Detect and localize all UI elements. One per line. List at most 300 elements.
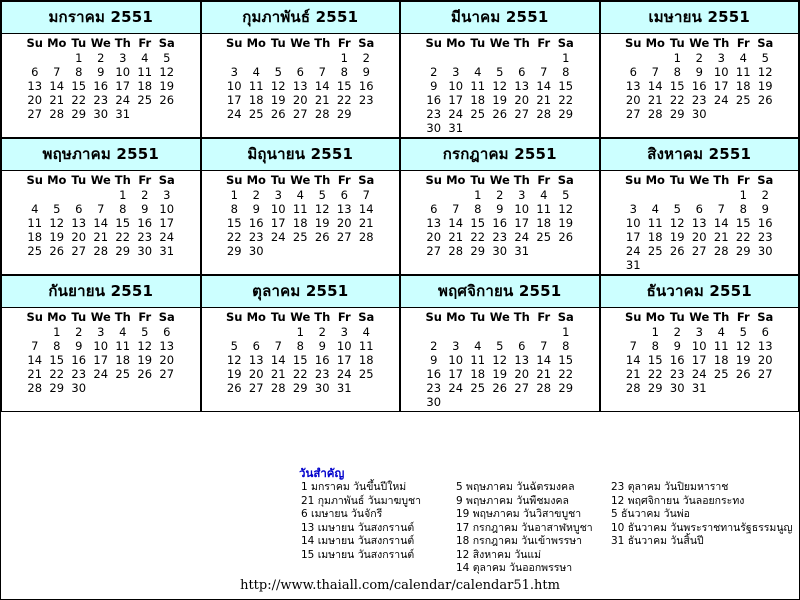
- day-cell[interactable]: 24: [514, 230, 530, 244]
- day-cell[interactable]: 17: [270, 216, 286, 230]
- day-cell[interactable]: 17: [336, 353, 352, 367]
- day-cell[interactable]: 1: [340, 51, 348, 65]
- day-cell[interactable]: 7: [540, 65, 548, 79]
- day-cell[interactable]: 25: [27, 244, 43, 258]
- day-cell[interactable]: 28: [713, 244, 729, 258]
- day-cell[interactable]: 20: [757, 353, 773, 367]
- day-cell[interactable]: 30: [492, 244, 508, 258]
- day-cell[interactable]: 4: [252, 65, 260, 79]
- day-cell[interactable]: 29: [336, 107, 352, 121]
- day-cell[interactable]: 18: [735, 79, 751, 93]
- day-cell[interactable]: 31: [115, 107, 131, 121]
- day-cell[interactable]: 9: [141, 202, 149, 216]
- day-cell[interactable]: 13: [71, 216, 87, 230]
- day-cell[interactable]: 12: [735, 339, 751, 353]
- day-cell[interactable]: 24: [93, 367, 109, 381]
- day-cell[interactable]: 27: [71, 244, 87, 258]
- day-cell[interactable]: 5: [274, 65, 282, 79]
- day-cell[interactable]: 8: [562, 65, 570, 79]
- day-cell[interactable]: 7: [540, 339, 548, 353]
- day-cell[interactable]: 18: [470, 93, 486, 107]
- day-cell[interactable]: 2: [761, 188, 769, 202]
- day-cell[interactable]: 5: [141, 325, 149, 339]
- day-cell[interactable]: 2: [673, 325, 681, 339]
- day-cell[interactable]: 8: [119, 202, 127, 216]
- day-cell[interactable]: 18: [358, 353, 374, 367]
- day-cell[interactable]: 11: [27, 216, 43, 230]
- day-cell[interactable]: 19: [137, 353, 153, 367]
- day-cell[interactable]: 15: [735, 216, 751, 230]
- day-cell[interactable]: 1: [739, 188, 747, 202]
- day-cell[interactable]: 30: [137, 244, 153, 258]
- day-cell[interactable]: 22: [470, 230, 486, 244]
- day-cell[interactable]: 8: [673, 65, 681, 79]
- day-cell[interactable]: 23: [358, 93, 374, 107]
- day-cell[interactable]: 19: [669, 230, 685, 244]
- day-cell[interactable]: 5: [496, 65, 504, 79]
- day-cell[interactable]: 4: [717, 325, 725, 339]
- day-cell[interactable]: 6: [163, 325, 171, 339]
- day-cell[interactable]: 20: [71, 230, 87, 244]
- day-cell[interactable]: 31: [336, 381, 352, 395]
- day-cell[interactable]: 18: [647, 230, 663, 244]
- day-cell[interactable]: 22: [71, 93, 87, 107]
- day-cell[interactable]: 8: [739, 202, 747, 216]
- day-cell[interactable]: 27: [426, 244, 442, 258]
- day-cell[interactable]: 9: [252, 202, 260, 216]
- day-cell[interactable]: 6: [430, 202, 438, 216]
- day-cell[interactable]: 7: [651, 65, 659, 79]
- day-cell[interactable]: 22: [669, 93, 685, 107]
- day-cell[interactable]: 29: [71, 107, 87, 121]
- day-cell[interactable]: 26: [558, 230, 574, 244]
- day-cell[interactable]: 7: [274, 339, 282, 353]
- day-cell[interactable]: 11: [647, 216, 663, 230]
- day-cell[interactable]: 10: [226, 79, 242, 93]
- day-cell[interactable]: 16: [248, 216, 264, 230]
- day-cell[interactable]: 17: [691, 353, 707, 367]
- day-cell[interactable]: 31: [625, 258, 641, 272]
- day-cell[interactable]: 23: [757, 230, 773, 244]
- day-cell[interactable]: 25: [735, 93, 751, 107]
- day-cell[interactable]: 20: [336, 216, 352, 230]
- day-cell[interactable]: 19: [49, 230, 65, 244]
- day-cell[interactable]: 28: [536, 381, 552, 395]
- day-cell[interactable]: 27: [292, 107, 308, 121]
- day-cell[interactable]: 10: [514, 202, 530, 216]
- day-cell[interactable]: 20: [159, 353, 175, 367]
- day-cell[interactable]: 15: [336, 79, 352, 93]
- day-cell[interactable]: 24: [625, 244, 641, 258]
- day-cell[interactable]: 10: [448, 353, 464, 367]
- day-cell[interactable]: 7: [53, 65, 61, 79]
- day-cell[interactable]: 23: [314, 367, 330, 381]
- day-cell[interactable]: 6: [296, 65, 304, 79]
- day-cell[interactable]: 29: [735, 244, 751, 258]
- day-cell[interactable]: 23: [93, 93, 109, 107]
- day-cell[interactable]: 27: [514, 107, 530, 121]
- day-cell[interactable]: 19: [226, 367, 242, 381]
- day-cell[interactable]: 6: [518, 339, 526, 353]
- day-cell[interactable]: 11: [137, 65, 153, 79]
- day-cell[interactable]: 2: [141, 188, 149, 202]
- day-cell[interactable]: 20: [248, 367, 264, 381]
- day-cell[interactable]: 5: [230, 339, 238, 353]
- day-cell[interactable]: 2: [496, 188, 504, 202]
- day-cell[interactable]: 19: [492, 93, 508, 107]
- day-cell[interactable]: 17: [115, 79, 131, 93]
- day-cell[interactable]: 10: [713, 65, 729, 79]
- day-cell[interactable]: 26: [735, 367, 751, 381]
- day-cell[interactable]: 14: [270, 353, 286, 367]
- day-cell[interactable]: 23: [691, 93, 707, 107]
- day-cell[interactable]: 4: [651, 202, 659, 216]
- day-cell[interactable]: 3: [274, 188, 282, 202]
- day-cell[interactable]: 12: [49, 216, 65, 230]
- day-cell[interactable]: 13: [514, 353, 530, 367]
- day-cell[interactable]: 17: [448, 367, 464, 381]
- day-cell[interactable]: 10: [270, 202, 286, 216]
- day-cell[interactable]: 20: [691, 230, 707, 244]
- day-cell[interactable]: 11: [470, 353, 486, 367]
- day-cell[interactable]: 15: [115, 216, 131, 230]
- day-cell[interactable]: 4: [739, 51, 747, 65]
- day-cell[interactable]: 12: [314, 202, 330, 216]
- day-cell[interactable]: 14: [647, 79, 663, 93]
- day-cell[interactable]: 18: [27, 230, 43, 244]
- day-cell[interactable]: 29: [49, 381, 65, 395]
- day-cell[interactable]: 2: [430, 65, 438, 79]
- day-cell[interactable]: 1: [230, 188, 238, 202]
- day-cell[interactable]: 31: [691, 381, 707, 395]
- day-cell[interactable]: 17: [514, 216, 530, 230]
- day-cell[interactable]: 7: [31, 339, 39, 353]
- day-cell[interactable]: 2: [75, 325, 83, 339]
- day-cell[interactable]: 23: [669, 367, 685, 381]
- day-cell[interactable]: 23: [248, 230, 264, 244]
- day-cell[interactable]: 6: [695, 202, 703, 216]
- day-cell[interactable]: 24: [270, 230, 286, 244]
- day-cell[interactable]: 16: [669, 353, 685, 367]
- day-cell[interactable]: 12: [159, 65, 175, 79]
- day-cell[interactable]: 18: [713, 353, 729, 367]
- day-cell[interactable]: 14: [314, 79, 330, 93]
- day-cell[interactable]: 28: [536, 107, 552, 121]
- day-cell[interactable]: 30: [757, 244, 773, 258]
- day-cell[interactable]: 8: [53, 339, 61, 353]
- footer-url[interactable]: http://www.thaiall.com/calendar/calendar51.htm: [240, 578, 560, 593]
- day-cell[interactable]: 5: [496, 339, 504, 353]
- day-cell[interactable]: 5: [163, 51, 171, 65]
- day-cell[interactable]: 13: [27, 79, 43, 93]
- day-cell[interactable]: 30: [691, 107, 707, 121]
- day-cell[interactable]: 1: [562, 51, 570, 65]
- day-cell[interactable]: 16: [93, 79, 109, 93]
- day-cell[interactable]: 13: [514, 79, 530, 93]
- day-cell[interactable]: 18: [536, 216, 552, 230]
- day-cell[interactable]: 6: [31, 65, 39, 79]
- day-cell[interactable]: 4: [474, 65, 482, 79]
- day-cell[interactable]: 16: [757, 216, 773, 230]
- day-cell[interactable]: 29: [115, 244, 131, 258]
- day-cell[interactable]: 24: [448, 107, 464, 121]
- day-cell[interactable]: 20: [426, 230, 442, 244]
- day-cell[interactable]: 18: [137, 79, 153, 93]
- day-cell[interactable]: 21: [448, 230, 464, 244]
- day-cell[interactable]: 26: [226, 381, 242, 395]
- day-cell[interactable]: 29: [669, 107, 685, 121]
- day-cell[interactable]: 16: [426, 93, 442, 107]
- day-cell[interactable]: 6: [518, 65, 526, 79]
- day-cell[interactable]: 11: [358, 339, 374, 353]
- day-cell[interactable]: 1: [474, 188, 482, 202]
- day-cell[interactable]: 21: [314, 93, 330, 107]
- day-cell[interactable]: 26: [757, 93, 773, 107]
- day-cell[interactable]: 10: [448, 79, 464, 93]
- day-cell[interactable]: 29: [470, 244, 486, 258]
- day-cell[interactable]: 25: [358, 367, 374, 381]
- day-cell[interactable]: 29: [226, 244, 242, 258]
- day-cell[interactable]: 26: [314, 230, 330, 244]
- day-cell[interactable]: 6: [761, 325, 769, 339]
- day-cell[interactable]: 22: [735, 230, 751, 244]
- day-cell[interactable]: 30: [426, 121, 442, 135]
- day-cell[interactable]: 20: [625, 93, 641, 107]
- day-cell[interactable]: 15: [647, 353, 663, 367]
- day-cell[interactable]: 26: [270, 107, 286, 121]
- day-cell[interactable]: 13: [625, 79, 641, 93]
- day-cell[interactable]: 4: [474, 339, 482, 353]
- day-cell[interactable]: 8: [651, 339, 659, 353]
- day-cell[interactable]: 25: [292, 230, 308, 244]
- day-cell[interactable]: 7: [318, 65, 326, 79]
- day-cell[interactable]: 10: [115, 65, 131, 79]
- day-cell[interactable]: 26: [492, 381, 508, 395]
- day-cell[interactable]: 16: [492, 216, 508, 230]
- day-cell[interactable]: 25: [536, 230, 552, 244]
- day-cell[interactable]: 6: [252, 339, 260, 353]
- day-cell[interactable]: 31: [448, 121, 464, 135]
- day-cell[interactable]: 14: [448, 216, 464, 230]
- day-cell[interactable]: 27: [757, 367, 773, 381]
- day-cell[interactable]: 30: [669, 381, 685, 395]
- day-cell[interactable]: 22: [115, 230, 131, 244]
- day-cell[interactable]: 28: [49, 107, 65, 121]
- day-cell[interactable]: 17: [159, 216, 175, 230]
- day-cell[interactable]: 9: [75, 339, 83, 353]
- day-cell[interactable]: 28: [358, 230, 374, 244]
- day-cell[interactable]: 30: [426, 395, 442, 409]
- day-cell[interactable]: 16: [691, 79, 707, 93]
- day-cell[interactable]: 1: [75, 51, 83, 65]
- day-cell[interactable]: 9: [673, 339, 681, 353]
- day-cell[interactable]: 24: [691, 367, 707, 381]
- day-cell[interactable]: 4: [141, 51, 149, 65]
- day-cell[interactable]: 7: [452, 202, 460, 216]
- day-cell[interactable]: 19: [558, 216, 574, 230]
- day-cell[interactable]: 7: [362, 188, 370, 202]
- day-cell[interactable]: 7: [629, 339, 637, 353]
- day-cell[interactable]: 5: [318, 188, 326, 202]
- day-cell[interactable]: 22: [292, 367, 308, 381]
- day-cell[interactable]: 14: [358, 202, 374, 216]
- day-cell[interactable]: 13: [757, 339, 773, 353]
- day-cell[interactable]: 1: [673, 51, 681, 65]
- day-cell[interactable]: 16: [314, 353, 330, 367]
- day-cell[interactable]: 3: [452, 65, 460, 79]
- day-cell[interactable]: 6: [340, 188, 348, 202]
- day-cell[interactable]: 1: [562, 325, 570, 339]
- day-cell[interactable]: 6: [629, 65, 637, 79]
- day-cell[interactable]: 28: [93, 244, 109, 258]
- day-cell[interactable]: 6: [75, 202, 83, 216]
- day-cell[interactable]: 12: [757, 65, 773, 79]
- day-cell[interactable]: 16: [137, 216, 153, 230]
- day-cell[interactable]: 2: [97, 51, 105, 65]
- day-cell[interactable]: 30: [314, 381, 330, 395]
- day-cell[interactable]: 13: [159, 339, 175, 353]
- day-cell[interactable]: 24: [226, 107, 242, 121]
- day-cell[interactable]: 27: [625, 107, 641, 121]
- day-cell[interactable]: 10: [625, 216, 641, 230]
- day-cell[interactable]: 1: [651, 325, 659, 339]
- day-cell[interactable]: 28: [314, 107, 330, 121]
- day-cell[interactable]: 8: [296, 339, 304, 353]
- day-cell[interactable]: 10: [336, 339, 352, 353]
- day-cell[interactable]: 28: [448, 244, 464, 258]
- day-cell[interactable]: 5: [53, 202, 61, 216]
- day-cell[interactable]: 9: [362, 65, 370, 79]
- day-cell[interactable]: 26: [159, 93, 175, 107]
- day-cell[interactable]: 21: [536, 367, 552, 381]
- day-cell[interactable]: 22: [226, 230, 242, 244]
- day-cell[interactable]: 19: [314, 216, 330, 230]
- day-cell[interactable]: 29: [292, 381, 308, 395]
- day-cell[interactable]: 8: [562, 339, 570, 353]
- day-cell[interactable]: 27: [248, 381, 264, 395]
- day-cell[interactable]: 8: [75, 65, 83, 79]
- day-cell[interactable]: 27: [27, 107, 43, 121]
- day-cell[interactable]: 14: [713, 216, 729, 230]
- day-cell[interactable]: 23: [426, 107, 442, 121]
- day-cell[interactable]: 17: [226, 93, 242, 107]
- day-cell[interactable]: 18: [115, 353, 131, 367]
- day-cell[interactable]: 15: [669, 79, 685, 93]
- day-cell[interactable]: 11: [292, 202, 308, 216]
- day-cell[interactable]: 21: [625, 367, 641, 381]
- day-cell[interactable]: 27: [691, 244, 707, 258]
- day-cell[interactable]: 3: [230, 65, 238, 79]
- day-cell[interactable]: 12: [492, 79, 508, 93]
- day-cell[interactable]: 25: [470, 107, 486, 121]
- day-cell[interactable]: 20: [514, 93, 530, 107]
- day-cell[interactable]: 2: [318, 325, 326, 339]
- day-cell[interactable]: 24: [336, 367, 352, 381]
- day-cell[interactable]: 19: [159, 79, 175, 93]
- day-cell[interactable]: 25: [647, 244, 663, 258]
- day-cell[interactable]: 25: [713, 367, 729, 381]
- day-cell[interactable]: 22: [336, 93, 352, 107]
- day-cell[interactable]: 15: [226, 216, 242, 230]
- day-cell[interactable]: 3: [695, 325, 703, 339]
- day-cell[interactable]: 9: [318, 339, 326, 353]
- day-cell[interactable]: 21: [647, 93, 663, 107]
- day-cell[interactable]: 10: [93, 339, 109, 353]
- day-cell[interactable]: 12: [137, 339, 153, 353]
- day-cell[interactable]: 31: [159, 244, 175, 258]
- day-cell[interactable]: 30: [71, 381, 87, 395]
- day-cell[interactable]: 18: [292, 216, 308, 230]
- day-cell[interactable]: 23: [71, 367, 87, 381]
- day-cell[interactable]: 19: [757, 79, 773, 93]
- day-cell[interactable]: 13: [336, 202, 352, 216]
- day-cell[interactable]: 19: [735, 353, 751, 367]
- day-cell[interactable]: 10: [691, 339, 707, 353]
- day-cell[interactable]: 7: [717, 202, 725, 216]
- day-cell[interactable]: 27: [336, 230, 352, 244]
- day-cell[interactable]: 17: [93, 353, 109, 367]
- day-cell[interactable]: 22: [558, 93, 574, 107]
- day-cell[interactable]: 9: [695, 65, 703, 79]
- day-cell[interactable]: 10: [159, 202, 175, 216]
- day-cell[interactable]: 12: [226, 353, 242, 367]
- day-cell[interactable]: 16: [358, 79, 374, 93]
- day-cell[interactable]: 3: [119, 51, 127, 65]
- day-cell[interactable]: 15: [558, 79, 574, 93]
- day-cell[interactable]: 14: [27, 353, 43, 367]
- day-cell[interactable]: 11: [115, 339, 131, 353]
- day-cell[interactable]: 9: [761, 202, 769, 216]
- day-cell[interactable]: 9: [430, 353, 438, 367]
- day-cell[interactable]: 21: [27, 367, 43, 381]
- day-cell[interactable]: 4: [296, 188, 304, 202]
- day-cell[interactable]: 4: [540, 188, 548, 202]
- day-cell[interactable]: 11: [713, 339, 729, 353]
- day-cell[interactable]: 3: [629, 202, 637, 216]
- day-cell[interactable]: 26: [49, 244, 65, 258]
- day-cell[interactable]: 14: [625, 353, 641, 367]
- day-cell[interactable]: 12: [669, 216, 685, 230]
- day-cell[interactable]: 23: [426, 381, 442, 395]
- day-cell[interactable]: 21: [93, 230, 109, 244]
- day-cell[interactable]: 26: [669, 244, 685, 258]
- day-cell[interactable]: 17: [713, 79, 729, 93]
- day-cell[interactable]: 9: [430, 79, 438, 93]
- day-cell[interactable]: 3: [97, 325, 105, 339]
- day-cell[interactable]: 21: [358, 216, 374, 230]
- day-cell[interactable]: 22: [49, 367, 65, 381]
- day-cell[interactable]: 11: [536, 202, 552, 216]
- day-cell[interactable]: 4: [119, 325, 127, 339]
- day-cell[interactable]: 20: [514, 367, 530, 381]
- day-cell[interactable]: 27: [159, 367, 175, 381]
- day-cell[interactable]: 2: [362, 51, 370, 65]
- day-cell[interactable]: 17: [448, 93, 464, 107]
- day-cell[interactable]: 14: [49, 79, 65, 93]
- day-cell[interactable]: 3: [452, 339, 460, 353]
- day-cell[interactable]: 16: [71, 353, 87, 367]
- day-cell[interactable]: 4: [31, 202, 39, 216]
- day-cell[interactable]: 5: [761, 51, 769, 65]
- day-cell[interactable]: 23: [137, 230, 153, 244]
- day-cell[interactable]: 15: [470, 216, 486, 230]
- day-cell[interactable]: 15: [49, 353, 65, 367]
- day-cell[interactable]: 24: [713, 93, 729, 107]
- day-cell[interactable]: 21: [49, 93, 65, 107]
- day-cell[interactable]: 26: [492, 107, 508, 121]
- day-cell[interactable]: 24: [115, 93, 131, 107]
- day-cell[interactable]: 28: [270, 381, 286, 395]
